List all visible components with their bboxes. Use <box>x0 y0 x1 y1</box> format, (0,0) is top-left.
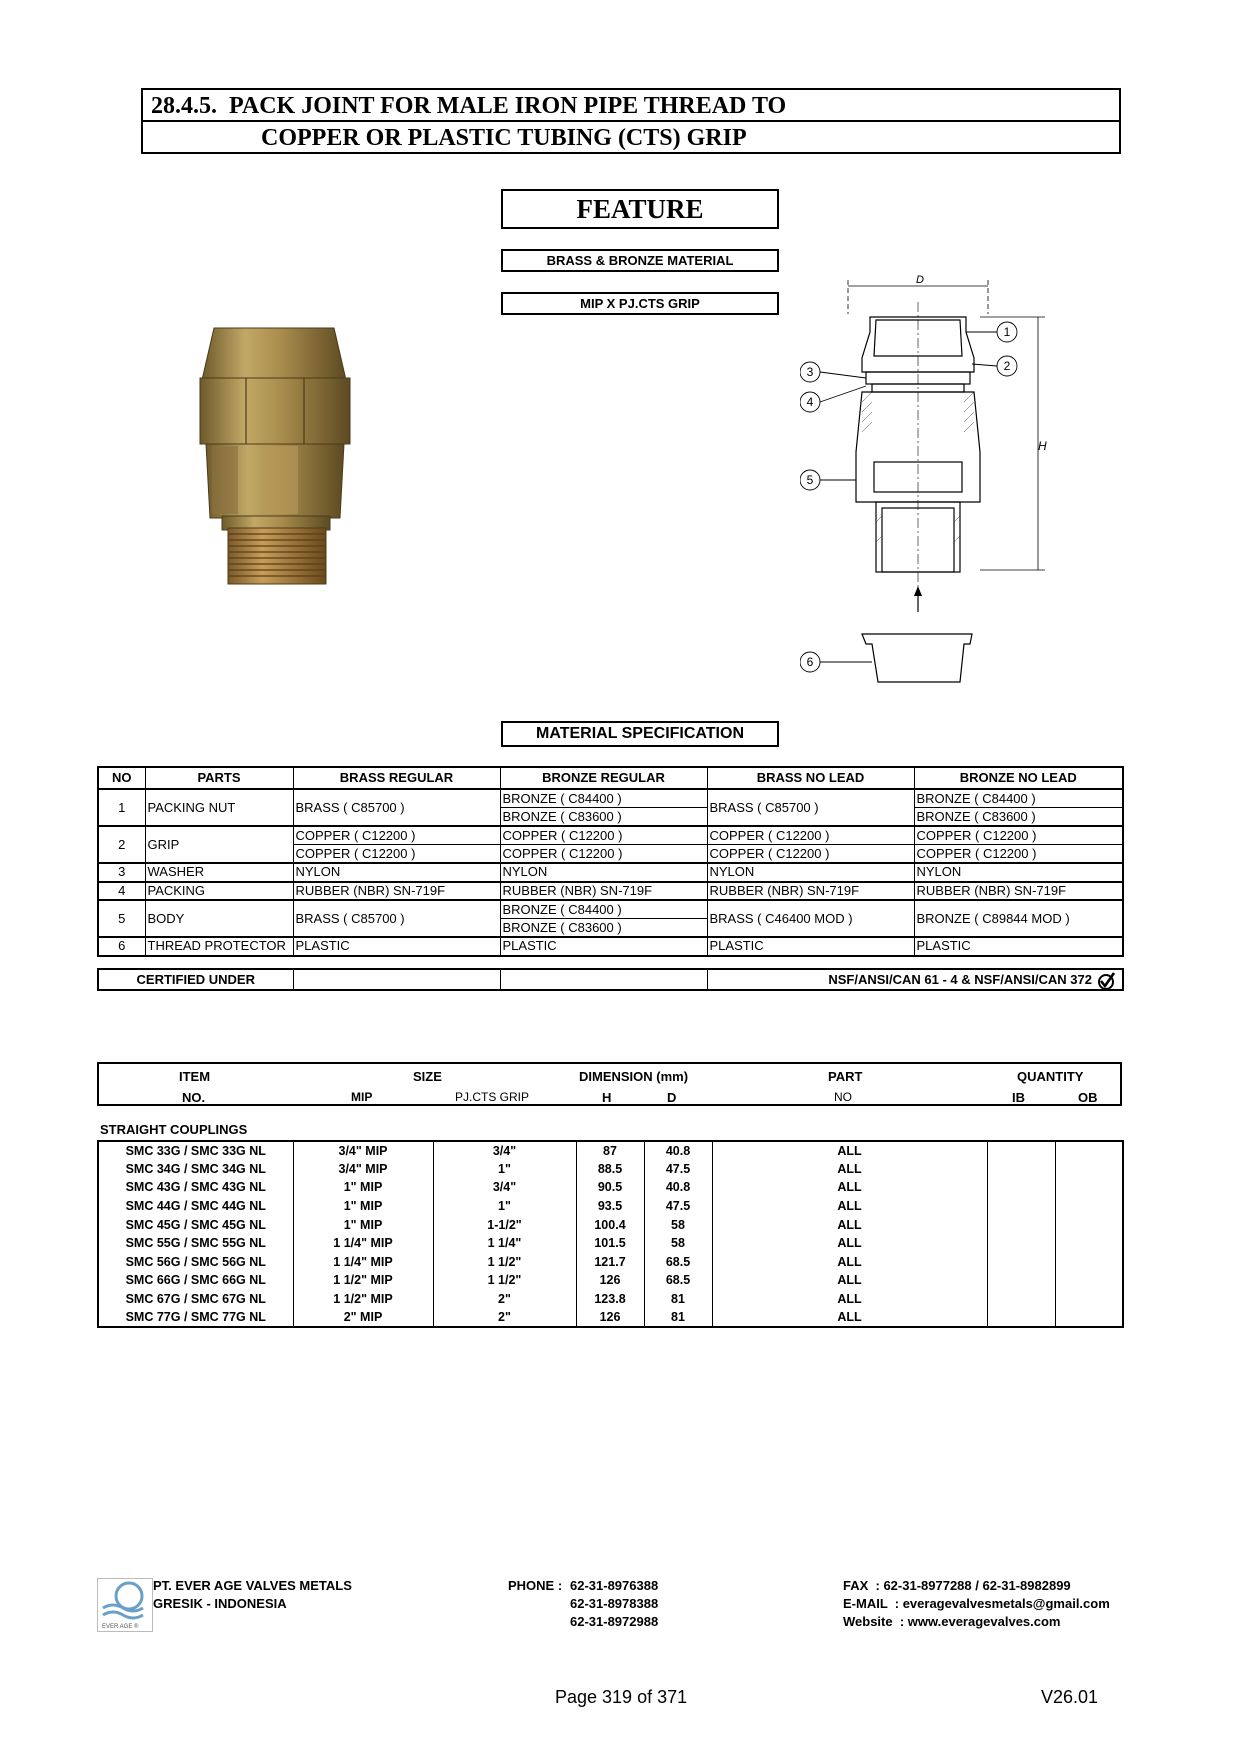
header-part: PART <box>828 1069 863 1084</box>
cell-item: SMC 44G / SMC 44G NL <box>125 1199 266 1214</box>
header-part-no: NO <box>834 1090 852 1104</box>
callout-1: 1 <box>1003 325 1011 339</box>
company-city: GRESIK - INDONESIA <box>153 1596 287 1611</box>
feature-item: BRASS & BRONZE MATERIAL <box>501 249 779 272</box>
table-row <box>98 1271 1123 1290</box>
cell-item: SMC 55G / SMC 55G NL <box>125 1236 266 1251</box>
callout-3: 3 <box>806 365 814 379</box>
callout-4: 4 <box>806 395 814 409</box>
cell-item: SMC 77G / SMC 77G NL <box>125 1310 266 1325</box>
cell-item: SMC 43G / SMC 43G NL <box>125 1180 266 1195</box>
table-row: 1 PACKING NUT BRASS ( C85700 ) BRONZE ( C84400 ) BRASS ( C85700 ) BRONZE ( C84400 ) <box>98 789 1123 808</box>
cell-mip: 1 1/4" MIP <box>293 1253 433 1272</box>
cell-grip: 1 1/4" <box>433 1234 576 1253</box>
cell-ob <box>1055 1141 1123 1160</box>
header-size: SIZE <box>413 1069 442 1084</box>
contact-info <box>843 1577 1110 1631</box>
dim-d-label: D <box>916 274 924 286</box>
technical-drawing <box>800 272 1080 712</box>
table-row: 6 THREAD PROTECTOR PLASTIC PLASTIC PLASTIC PLASTIC <box>98 937 1123 956</box>
logo-text: EVER AGE ® <box>102 1624 139 1630</box>
cell-part: ALL <box>712 1215 987 1234</box>
cell-ib <box>987 1253 1055 1272</box>
callout-2: 2 <box>1003 359 1011 373</box>
cell-grip: 3/4" <box>433 1141 576 1160</box>
cell-mip: 3/4" MIP <box>293 1160 433 1179</box>
company-name: PT. EVER AGE VALVES METALS <box>153 1578 352 1593</box>
cell-mip: 2" MIP <box>293 1308 433 1327</box>
table-row <box>98 1197 1123 1216</box>
cell-item: SMC 56G / SMC 56G NL <box>125 1254 266 1269</box>
dim-h-label: H <box>1038 439 1047 453</box>
cell-ib <box>987 1160 1055 1179</box>
checkmark-icon <box>1096 971 1116 991</box>
cell-d: 68.5 <box>644 1253 712 1272</box>
cell-h: 121.7 <box>576 1253 644 1272</box>
cell-part: ALL <box>712 1141 987 1160</box>
cell-part: ALL <box>712 1160 987 1179</box>
cell-h: 126 <box>576 1308 644 1327</box>
cell-ob <box>1055 1178 1123 1197</box>
cell-item: SMC 45G / SMC 45G NL <box>125 1217 266 1232</box>
phone-label: PHONE : <box>508 1578 563 1593</box>
table-row: 3 WASHER NYLON NYLON NYLON NYLON <box>98 863 1123 882</box>
certified-label: CERTIFIED UNDER <box>98 969 293 990</box>
version-label: V26.01 <box>1041 1687 1099 1707</box>
callout-5: 5 <box>806 473 814 487</box>
cell-ob <box>1055 1234 1123 1253</box>
cell-h: 93.5 <box>576 1197 644 1216</box>
table-row <box>98 1308 1123 1327</box>
header-no: NO. <box>182 1090 206 1105</box>
cell-h: 100.4 <box>576 1215 644 1234</box>
cell-d: 47.5 <box>644 1197 712 1216</box>
cell-mip: 1 1/2" MIP <box>293 1290 433 1309</box>
cell-d: 40.8 <box>644 1141 712 1160</box>
cell-grip: 3/4" <box>433 1178 576 1197</box>
feature-item: MIP X PJ.CTS GRIP <box>501 292 779 315</box>
cell-h: 123.8 <box>576 1290 644 1309</box>
col-header: NO <box>98 767 145 789</box>
email-text[interactable]: E-MAIL : everagevalvesmetals@gmail.com <box>843 1596 1110 1611</box>
table-row <box>98 1141 1123 1160</box>
col-header: BRASS NO LEAD <box>707 767 914 789</box>
cell-d: 58 <box>644 1215 712 1234</box>
cell-d: 81 <box>644 1308 712 1327</box>
cell-item: SMC 33G / SMC 33G NL <box>125 1143 266 1158</box>
cell-grip: 1" <box>433 1197 576 1216</box>
header-quantity: QUANTITY <box>1017 1069 1084 1084</box>
cell-d: 58 <box>644 1234 712 1253</box>
table-row <box>98 1160 1123 1179</box>
cell-ob <box>1055 1290 1123 1309</box>
cell-part: ALL <box>712 1197 987 1216</box>
dimension-table <box>97 1140 1124 1328</box>
cell-ob <box>1055 1215 1123 1234</box>
page-number: Page 319 of 371 <box>555 1687 688 1707</box>
callout-6: 6 <box>806 655 814 669</box>
header-mip: MIP <box>351 1090 373 1104</box>
cell-part: ALL <box>712 1271 987 1290</box>
cell-part: ALL <box>712 1234 987 1253</box>
col-header: BRASS REGULAR <box>293 767 500 789</box>
header-ob: OB <box>1078 1090 1098 1105</box>
cell-h: 126 <box>576 1271 644 1290</box>
product-photo <box>196 318 371 598</box>
cell-ib <box>987 1178 1055 1197</box>
fax-text: FAX : 62-31-8977288 / 62-31-8982899 <box>843 1578 1071 1593</box>
col-header: BRONZE NO LEAD <box>914 767 1123 789</box>
table-row: BRONZE ( C83600 ) <box>98 919 1123 938</box>
cell-grip: 1 1/2" <box>433 1271 576 1290</box>
cell-grip: 2" <box>433 1290 576 1309</box>
cell-ib <box>987 1234 1055 1253</box>
material-spec-table <box>97 766 1124 957</box>
cell-ob <box>1055 1253 1123 1272</box>
certified-value: NSF/ANSI/CAN 61 - 4 & NSF/ANSI/CAN 372 <box>828 972 1092 987</box>
cell-part: ALL <box>712 1308 987 1327</box>
cell-ib <box>987 1308 1055 1327</box>
title-box <box>141 88 1121 154</box>
cell-ob <box>1055 1197 1123 1216</box>
website-link[interactable]: Website : www.everagevalves.com <box>843 1614 1061 1629</box>
cell-part: ALL <box>712 1290 987 1309</box>
table-row: 4 PACKING RUBBER (NBR) SN-719F RUBBER (NBR) SN-719F RUBBER (NBR) SN-719F RUBBER (NBR) SN-719F <box>98 882 1123 901</box>
feature-heading: FEATURE <box>501 189 779 229</box>
cell-item: SMC 66G / SMC 66G NL <box>125 1273 266 1288</box>
header-h: H <box>602 1090 612 1105</box>
certification-table <box>97 968 1124 991</box>
table-row: BRONZE ( C83600 ) BRONZE ( C83600 ) <box>98 808 1123 827</box>
company-info <box>153 1577 352 1613</box>
table-row: 5 BODY BRASS ( C85700 ) BRONZE ( C84400 ) BRASS ( C46400 MOD ) BRONZE ( C89844 MOD ) <box>98 900 1123 919</box>
section-label: STRAIGHT COUPLINGS <box>100 1122 248 1137</box>
cell-ib <box>987 1215 1055 1234</box>
cell-d: 40.8 <box>644 1178 712 1197</box>
cell-d: 68.5 <box>644 1271 712 1290</box>
cell-mip: 1" MIP <box>293 1178 433 1197</box>
header-dimension: DIMENSION (mm) <box>579 1069 689 1084</box>
dimension-table-header <box>97 1062 1122 1106</box>
cell-grip: 1-1/2" <box>433 1215 576 1234</box>
cell-grip: 1" <box>433 1160 576 1179</box>
table-row <box>98 1290 1123 1309</box>
cell-h: 101.5 <box>576 1234 644 1253</box>
cell-mip: 1 1/2" MIP <box>293 1271 433 1290</box>
header-item: ITEM <box>179 1069 211 1084</box>
table-row <box>98 1178 1123 1197</box>
col-header: BRONZE REGULAR <box>500 767 707 789</box>
page-title-line-1: 28.4.5. PACK JOINT FOR MALE IRON PIPE THREAD TO <box>143 90 1119 122</box>
cell-part: ALL <box>712 1178 987 1197</box>
company-logo <box>97 1578 153 1632</box>
table-row: COPPER ( C12200 ) COPPER ( C12200 ) COPPER ( C12200 ) COPPER ( C12200 ) <box>98 845 1123 864</box>
col-header: PARTS <box>145 767 293 789</box>
table-row <box>98 1215 1123 1234</box>
cell-ob <box>1055 1308 1123 1327</box>
cell-item: SMC 34G / SMC 34G NL <box>125 1161 266 1176</box>
cell-grip: 2" <box>433 1308 576 1327</box>
table-row <box>98 1253 1123 1272</box>
cell-item: SMC 67G / SMC 67G NL <box>125 1292 266 1307</box>
header-d: D <box>667 1090 677 1105</box>
cell-ib <box>987 1197 1055 1216</box>
cell-mip: 1" MIP <box>293 1215 433 1234</box>
cell-h: 90.5 <box>576 1178 644 1197</box>
cell-mip: 1 1/4" MIP <box>293 1234 433 1253</box>
cell-ib <box>987 1271 1055 1290</box>
cell-grip: 1 1/2" <box>433 1253 576 1272</box>
table-row <box>98 1234 1123 1253</box>
cell-d: 81 <box>644 1290 712 1309</box>
cell-mip: 3/4" MIP <box>293 1141 433 1160</box>
cell-h: 88.5 <box>576 1160 644 1179</box>
cell-ob <box>1055 1271 1123 1290</box>
material-spec-heading: MATERIAL SPECIFICATION <box>501 721 779 747</box>
page-title-line-2: COPPER OR PLASTIC TUBING (CTS) GRIP <box>261 125 747 151</box>
cell-d: 47.5 <box>644 1160 712 1179</box>
table-row: 2 GRIP COPPER ( C12200 ) COPPER ( C12200 ) COPPER ( C12200 ) COPPER ( C12200 ) <box>98 826 1123 845</box>
cell-h: 87 <box>576 1141 644 1160</box>
cell-ib <box>987 1290 1055 1309</box>
cell-part: ALL <box>712 1253 987 1272</box>
cell-ib <box>987 1141 1055 1160</box>
cell-ob <box>1055 1160 1123 1179</box>
header-ib: IB <box>1012 1090 1025 1105</box>
cell-mip: 1" MIP <box>293 1197 433 1216</box>
header-grip: PJ.CTS GRIP <box>455 1090 530 1104</box>
phone-list: 62-31-8976388 62-31-8978388 62-31-8972988 <box>570 1578 659 1629</box>
